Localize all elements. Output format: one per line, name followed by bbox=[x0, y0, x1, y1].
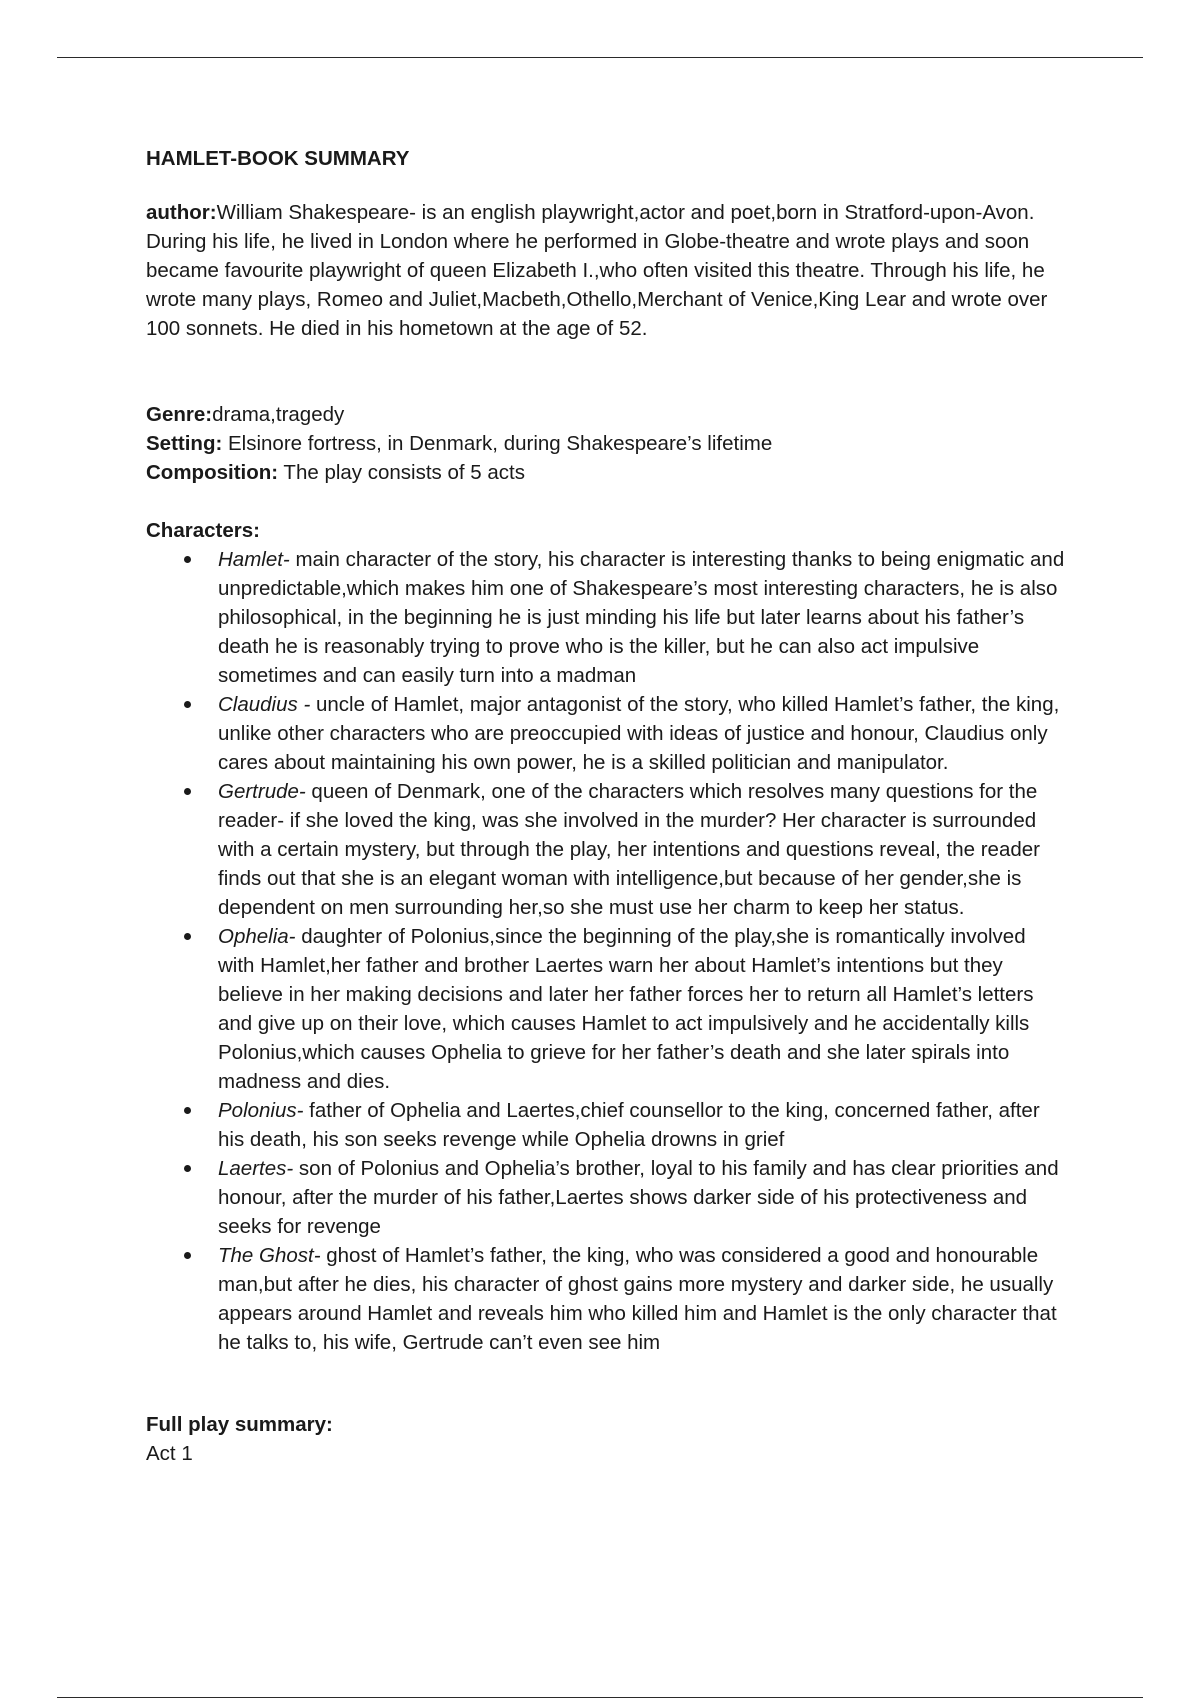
author-label: author: bbox=[146, 201, 217, 224]
characters-list bbox=[146, 545, 1066, 1357]
character-description: daughter of Polonius,since the beginning of the play,she is romantically involved with Hamlet,her father and brother Laertes warn her about Hamlet’s intentions but they believe in her making decisions and later her father forces her to return all Hamlet’s letters and give up on their love, which causes Hamlet to act impulsively and he accidentally kills Polonius,which causes Ophelia to grieve for her father’s death and she later spirals into madness and dies. bbox=[218, 925, 1034, 1093]
author-paragraph bbox=[146, 198, 1066, 343]
character-name: Gertrude- bbox=[218, 780, 306, 803]
list-item bbox=[146, 690, 1066, 777]
character-description: son of Polonius and Ophelia’s brother, loyal to his family and has clear priorities and honour, after the murder of his father,Laertes shows darker side of his protectiveness and seeks for revenge bbox=[218, 1157, 1059, 1238]
genre-line bbox=[146, 400, 1066, 429]
summary-heading: Full play summary: bbox=[146, 1413, 333, 1436]
character-description: main character of the story, his character is interesting thanks to being enigmatic and unpredictable,which makes him one of Shakespeare’s most interesting characters, he is also philosophical, in the beginning he is just minding his life but later learns about his father’s death he is reasonably trying to prove who is the killer, but he can also act impulsive sometimes and can easily turn into a madman bbox=[218, 548, 1065, 687]
setting-text: Elsinore fortress, in Denmark, during Shakespeare’s lifetime bbox=[222, 432, 773, 455]
character-description: uncle of Hamlet, major antagonist of the story, who killed Hamlet’s father, the king, unlike other characters who are preoccupied with ideas of justice and honour, Claudius only cares about maintaining his own power, he is a skilled politician and manipulator. bbox=[218, 693, 1060, 774]
list-item bbox=[146, 777, 1066, 922]
document-body bbox=[146, 144, 1066, 1468]
composition-text: The play consists of 5 acts bbox=[278, 461, 525, 484]
bullet-icon bbox=[184, 1107, 191, 1114]
play-info bbox=[146, 400, 1066, 487]
bullet-icon bbox=[184, 788, 191, 795]
genre-label: Genre: bbox=[146, 403, 213, 426]
character-description: queen of Denmark, one of the characters which resolves many questions for the reader- if she loved the king, was she involved in the murder? Her character is surrounded with a certain mystery, but through the play, her intentions and questions reveal, the reader finds out that she is an elegant woman with intelligence,but because of her gender,she is dependent on men surrounding her,so she must use her charm to keep her status. bbox=[218, 780, 1040, 919]
list-item bbox=[146, 922, 1066, 1096]
list-item bbox=[146, 1096, 1066, 1154]
act-label: Act 1 bbox=[146, 1442, 193, 1465]
setting-line bbox=[146, 429, 1066, 458]
genre-text: drama,tragedy bbox=[212, 403, 345, 426]
character-description: ghost of Hamlet’s father, the king, who was considered a good and honourable man,but after he dies, his character of ghost gains more mystery and darker side, he usually appears around Hamlet and reveals him who killed him and Hamlet is the only character that he talks to, his wife, Gertrude can’t even see him bbox=[218, 1244, 1057, 1354]
character-name: The Ghost- bbox=[218, 1244, 321, 1267]
top-divider bbox=[57, 57, 1143, 58]
bullet-icon bbox=[184, 701, 191, 708]
characters-heading: Characters: bbox=[146, 519, 260, 542]
bullet-icon bbox=[184, 556, 191, 563]
author-text: William Shakespeare- is an english playwright,actor and poet,born in Stratford-upon-Avon. During his life, he lived in London where he performed in Globe-theatre and wrote plays and soon became favourite playwright of queen Elizabeth I.,who often visited this theatre. Through his life, he wrote many plays, Romeo and Juliet,Macbeth,Othello,Merchant of Venice,King Lear and wrote over 100 sonnets. He died in his hometown at the age of 52. bbox=[146, 201, 1048, 340]
bullet-icon bbox=[184, 1165, 191, 1172]
composition-line bbox=[146, 458, 1066, 487]
bottom-divider bbox=[57, 1697, 1143, 1698]
list-item bbox=[146, 1154, 1066, 1241]
character-name: Ophelia- bbox=[218, 925, 296, 948]
character-name: Hamlet- bbox=[218, 548, 290, 571]
composition-label: Composition: bbox=[146, 461, 279, 484]
setting-label: Setting: bbox=[146, 432, 223, 455]
character-name: Polonius- bbox=[218, 1099, 304, 1122]
character-name: Claudius - bbox=[218, 693, 311, 716]
character-name: Laertes- bbox=[218, 1157, 294, 1180]
bullet-icon bbox=[184, 933, 191, 940]
document-title: HAMLET-BOOK SUMMARY bbox=[146, 147, 410, 170]
character-description: father of Ophelia and Laertes,chief counsellor to the king, concerned father, after his death, his son seeks revenge while Ophelia drowns in grief bbox=[218, 1099, 1040, 1151]
bullet-icon bbox=[184, 1252, 191, 1259]
list-item bbox=[146, 1241, 1066, 1357]
list-item bbox=[146, 545, 1066, 690]
